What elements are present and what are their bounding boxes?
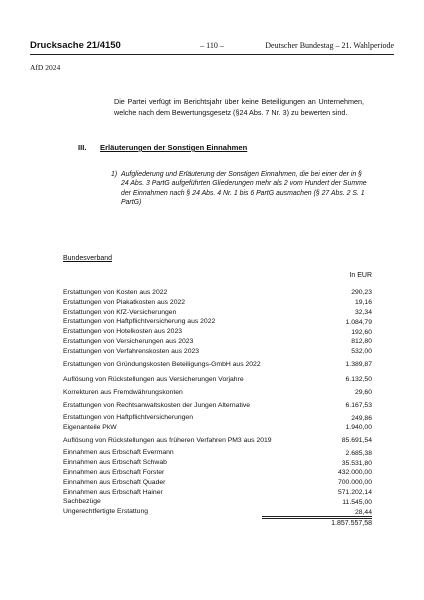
row-value: 28,44 — [354, 508, 372, 516]
table-row — [63, 478, 372, 488]
row-value: 11.545,00 — [342, 498, 372, 506]
table-row — [63, 468, 372, 478]
row-value: 6.132,50 — [345, 376, 372, 384]
row-value: 532,00 — [351, 348, 372, 356]
total-value: 1.857.557,58 — [331, 520, 372, 527]
table-row — [63, 317, 372, 327]
row-value: 85.691,54 — [341, 437, 372, 445]
row-label: Erstattungen von Verfahrenskosten aus 2023 — [63, 347, 200, 355]
row-value: 1.389,87 — [345, 360, 372, 368]
legislative-period: Deutscher Bundestag – 21. Wahlperiode — [265, 41, 394, 50]
participation-paragraph: Die Partei verfügt im Berichtsjahr über keine Beteiligungen an Unternehmen, welche nach dem Bewertungsgesetz (§24 Abs. 7 Nr. 3) zu bewerten sind. — [114, 97, 364, 117]
table-row — [63, 337, 372, 347]
row-value: 19,16 — [354, 299, 372, 307]
row-label: Einnahmen aus Erbschaft Hainer — [63, 488, 163, 496]
table-row — [63, 288, 372, 298]
item-text: Aufgliederung und Erläuterung der Sonstigen Einnahmen, die bei einer der in § 24 Abs. 3 PartG aufgeführten Gliederungen mehr als 2 vom Hundert der Summe der Einnahmen nach § 24 Abs. 4 Nr. 1 bis 6 PartG ausmachen (§ 27 Abs. 2 S. 1 PartG) — [121, 171, 367, 206]
table-row — [63, 372, 372, 388]
row-value: 290,23 — [351, 289, 372, 297]
table-row — [63, 398, 372, 414]
row-label: Eigenanteile PkW — [63, 424, 117, 432]
row-label: Einnahmen aus Erbschaft Evermann — [63, 449, 174, 457]
table-row — [63, 458, 372, 468]
row-label: Ungerechtfertigte Erstattung — [63, 508, 149, 516]
total-rule — [262, 516, 372, 517]
row-label: Sachbezüge — [63, 498, 101, 506]
section-heading — [78, 143, 247, 152]
row-value: 571.202,14 — [337, 488, 372, 496]
page-header — [30, 40, 394, 54]
row-label: Erstattungen von KfZ-Versicherungen — [63, 308, 177, 316]
row-value: 1.084,79 — [345, 318, 372, 326]
table-row — [63, 357, 372, 373]
row-label: Einnahmen aus Erbschaft Forster — [63, 469, 165, 477]
table-row — [63, 308, 372, 318]
row-value: 6.167,53 — [345, 401, 372, 409]
item-number: 1) — [111, 171, 118, 178]
row-label: Erstattungen von Haftpflichtversicherungen — [63, 414, 193, 422]
section-number: III. — [78, 143, 87, 152]
row-label: Auflösung von Rückstellungen aus früheren Verfahren PM3 aus 2019 — [63, 436, 272, 444]
row-label: Einnahmen aus Erbschaft Quader — [63, 478, 166, 486]
currency-unit-label: In EUR — [349, 272, 372, 279]
row-value: 32,34 — [354, 308, 372, 316]
enumerated-item — [111, 170, 367, 207]
document-id: Drucksache 21/4150 — [30, 40, 121, 51]
table-row — [63, 497, 372, 507]
table-row — [63, 448, 372, 458]
row-label: Erstattungen von Haftpflichtversicherung aus 2022 — [63, 318, 216, 326]
table-row — [63, 298, 372, 308]
row-value: 2.685,38 — [345, 449, 372, 457]
total-rule-double — [262, 518, 372, 519]
row-label: Erstattungen von Gründungskosten Beteiligungs-GmbH aus 2022 — [63, 360, 261, 368]
row-label: Erstattungen von Plakatkosten aus 2022 — [63, 298, 186, 306]
page-number: – 110 – — [200, 41, 224, 50]
table-row — [63, 433, 372, 449]
org-unit-heading: Bundesverband — [63, 255, 113, 262]
row-value: 700.000,00 — [337, 479, 372, 487]
section-title: Erläuterungen der Sonstigen Einnahmen — [100, 143, 248, 152]
row-label: Korrekturen aus Fremdwährungskonten — [63, 388, 183, 396]
row-label: Erstattungen von Rechtsanwaltskosten der Jungen Alternative — [63, 401, 251, 409]
row-value: 1.940,00 — [345, 424, 372, 432]
row-value: 249,86 — [351, 414, 372, 422]
row-label: Erstattungen von Hotelkosten aus 2023 — [63, 328, 183, 336]
row-label: Auflösung von Rückstellungen aus Versicherungen Vorjahre — [63, 376, 244, 384]
party-label: AfD 2024 — [30, 63, 61, 72]
table-row — [63, 347, 372, 357]
row-value: 35.531,80 — [341, 459, 372, 467]
table-row — [63, 488, 372, 498]
income-table — [63, 288, 372, 517]
row-value: 432.000,00 — [337, 469, 372, 477]
row-value: 29,60 — [354, 389, 372, 397]
row-label: Erstattungen von Kosten aus 2022 — [63, 289, 168, 297]
table-row — [63, 413, 372, 423]
row-label: Einnahmen aus Erbschaft Schwab — [63, 459, 167, 467]
table-row — [63, 388, 372, 398]
table-row — [63, 423, 372, 433]
row-value: 812,80 — [351, 338, 372, 346]
row-value: 192,60 — [351, 328, 372, 336]
table-row — [63, 327, 372, 337]
header-rule — [30, 54, 394, 55]
row-label: Erstattungen von Versicherungen aus 2023 — [63, 338, 194, 346]
